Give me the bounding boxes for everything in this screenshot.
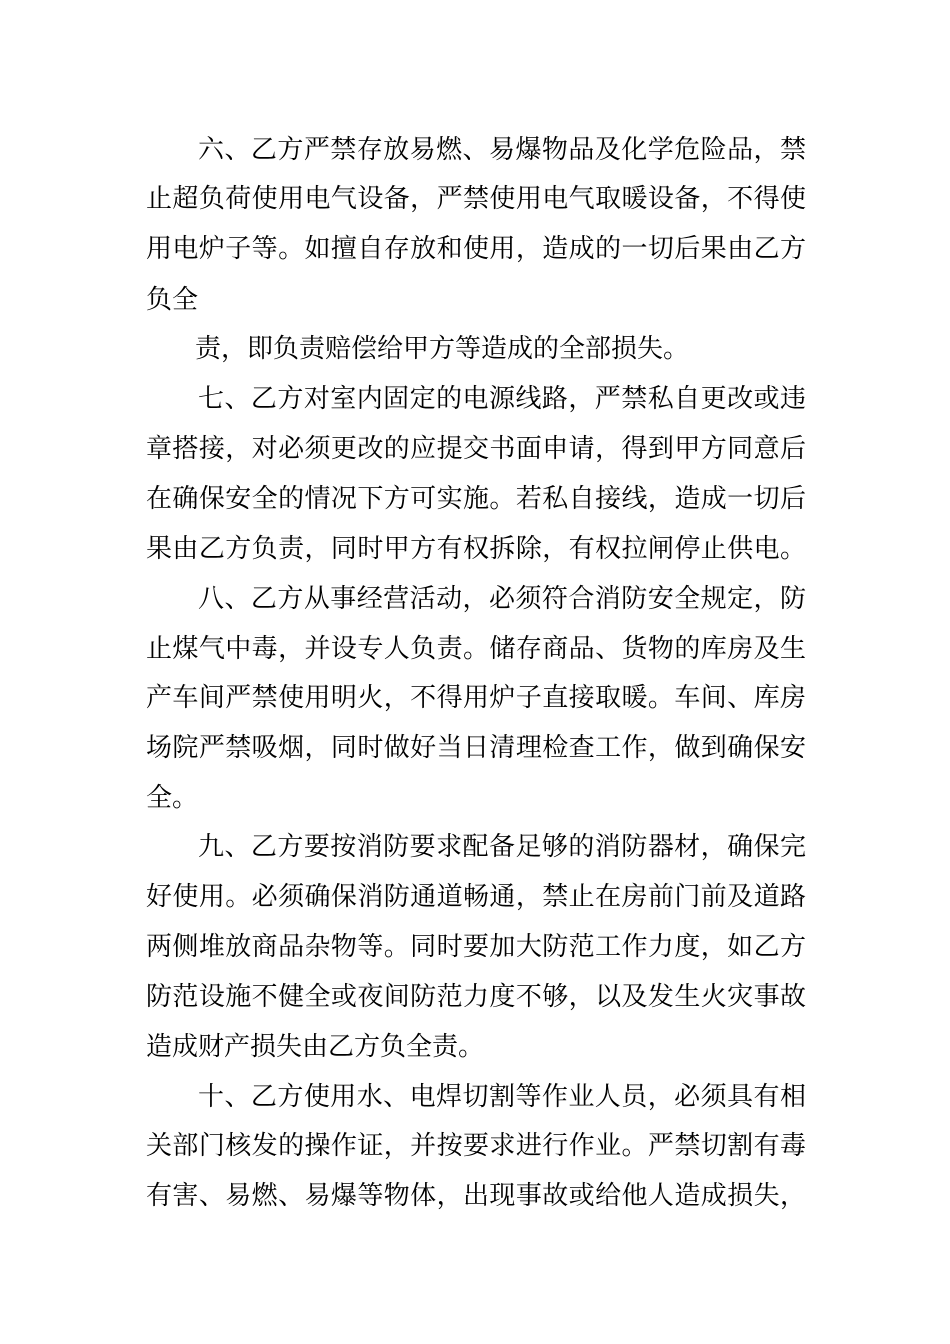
text-line: 有害、易燃、易爆等物体，出现事故或给他人造成损失， — [146, 1181, 806, 1211]
text-line: 场院严禁吸烟，同时做好当日清理检查工作，做到确保安 — [146, 733, 806, 763]
text-line: 章搭接，对必须更改的应提交书面申请，得到甲方同意后 — [146, 434, 806, 464]
text-line: 好使用。必须确保消防通道畅通，禁止在房前门前及道路 — [146, 882, 806, 912]
text-line: 产车间严禁使用明火，不得用炉子直接取暖。车间、库房 — [146, 683, 806, 713]
text-line: 关部门核发的操作证，并按要求进行作业。严禁切割有毒 — [146, 1131, 806, 1161]
text-line: 止超负荷使用电气设备，严禁使用电气取暖设备，不得使 — [146, 184, 806, 214]
text-line: 负全 — [146, 285, 199, 315]
text-line: 责，即负责赔偿给甲方等造成的全部损失。 — [195, 334, 690, 364]
text-line: 在确保安全的情况下方可实施。若私自接线，造成一切后 — [146, 484, 806, 514]
text-line: 六、乙方严禁存放易燃、易爆物品及化学危险品，禁 — [198, 135, 806, 165]
text-line: 八、乙方从事经营活动，必须符合消防安全规定，防 — [198, 584, 806, 614]
text-line: 两侧堆放商品杂物等。同时要加大防范工作力度，如乙方 — [146, 932, 806, 962]
text-line: 七、乙方对室内固定的电源线路，严禁私自更改或违 — [198, 384, 806, 414]
text-line: 用电炉子等。如擅自存放和使用，造成的一切后果由乙方 — [146, 234, 806, 264]
text-line: 防范设施不健全或夜间防范力度不够，以及发生火灾事故 — [146, 982, 806, 1012]
text-line: 九、乙方要按消防要求配备足够的消防器材，确保完 — [198, 832, 806, 862]
text-line: 十、乙方使用水、电焊切割等作业人员，必须具有相 — [198, 1082, 806, 1112]
text-line: 果由乙方负责，同时甲方有权拆除，有权拉闸停止供电。 — [146, 534, 806, 564]
text-line: 造成财产损失由乙方负全责。 — [146, 1032, 485, 1062]
text-line: 全。 — [146, 783, 199, 813]
text-line: 止煤气中毒，并设专人负责。储存商品、货物的库房及生 — [146, 634, 806, 664]
